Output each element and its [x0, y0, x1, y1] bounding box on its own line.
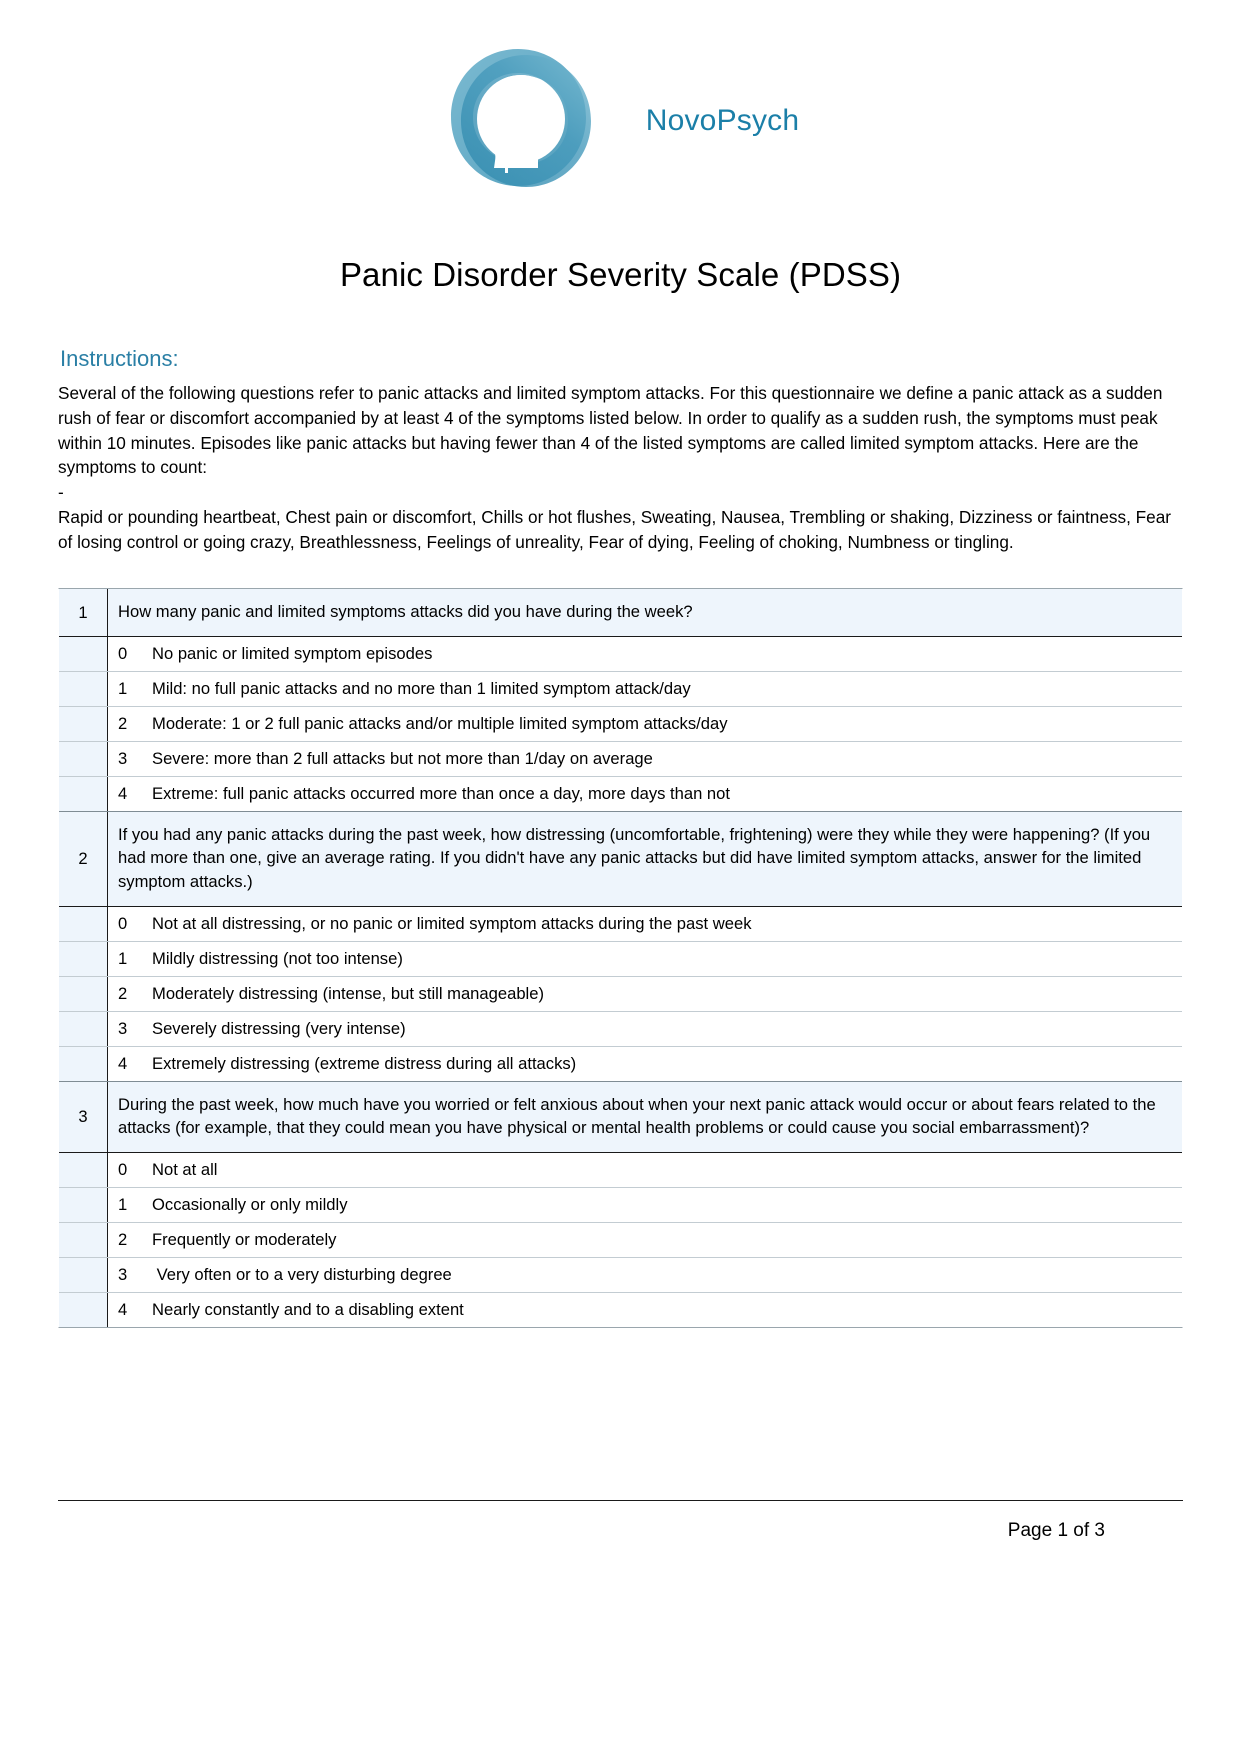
option-value: 1 — [118, 948, 128, 968]
option-body — [107, 742, 1182, 776]
option-body — [107, 1012, 1182, 1046]
option-label: Severe: more than 2 full attacks but not more than 1/day on average — [152, 748, 653, 768]
option-row[interactable] — [59, 1293, 1182, 1327]
option-spacer — [59, 1153, 107, 1187]
option-body — [107, 907, 1182, 941]
page-number: Page 1 of 3 — [1007, 1520, 1105, 1541]
option-value: 1 — [118, 1194, 128, 1214]
option-label: Severely distressing (very intense) — [152, 1018, 406, 1038]
option-body — [107, 672, 1182, 706]
option-row[interactable] — [59, 1223, 1182, 1258]
option-spacer — [59, 907, 107, 941]
option-body — [107, 1223, 1182, 1257]
question-number: 1 — [78, 602, 88, 622]
option-body — [107, 707, 1182, 741]
option-value: 1 — [118, 678, 128, 698]
option-row[interactable] — [59, 707, 1182, 742]
option-label: No panic or limited symptom episodes — [152, 643, 433, 663]
option-value: 4 — [118, 783, 128, 803]
option-label: Mildly distressing (not too intense) — [152, 948, 403, 968]
novopsych-logo-icon — [442, 42, 594, 194]
question-header-row — [59, 589, 1182, 637]
questionnaire-table — [58, 588, 1183, 1327]
instructions-heading: Instructions: — [60, 346, 179, 371]
option-label: Moderate: 1 or 2 full panic attacks and/or multiple limited symptom attacks/day — [152, 713, 728, 733]
option-spacer — [59, 742, 107, 776]
option-value: 2 — [118, 983, 128, 1003]
option-row[interactable] — [59, 1153, 1182, 1188]
option-body — [107, 942, 1182, 976]
option-body — [107, 977, 1182, 1011]
option-label: Nearly constantly and to a disabling extent — [152, 1299, 464, 1319]
option-row[interactable] — [59, 1047, 1182, 1081]
option-body — [107, 1293, 1182, 1327]
option-spacer — [59, 1258, 107, 1292]
option-label: Moderately distressing (intense, but still manageable) — [152, 983, 544, 1003]
option-value: 0 — [118, 1159, 128, 1179]
page-header — [0, 0, 1241, 194]
question-text: If you had any panic attacks during the past week, how distressing (uncomfortable, frightening) were they while they were happening? (If you had more than one, give an average rating. If you didn't have any panic attacks but did have limited symptom attacks, answer for the limited symptom attacks.) — [107, 812, 1182, 906]
option-label: Occasionally or only mildly — [152, 1194, 348, 1214]
question-block-2 — [59, 811, 1182, 1081]
instructions-dash: - — [58, 482, 64, 503]
option-label: Mild: no full panic attacks and no more than 1 limited symptom attack/day — [152, 678, 691, 698]
option-row[interactable] — [59, 1188, 1182, 1223]
option-row[interactable] — [59, 942, 1182, 977]
question-text: During the past week, how much have you worried or felt anxious about when your next panic attack would occur or about fears related to the attacks (for example, that they could mean you have physical or mental health problems or could cause you social embarrassment)? — [107, 1082, 1182, 1152]
question-number: 2 — [78, 848, 88, 868]
option-body — [107, 1047, 1182, 1081]
option-value: 4 — [118, 1299, 128, 1319]
option-row[interactable] — [59, 1012, 1182, 1047]
option-value: 3 — [118, 1264, 128, 1284]
symptoms-list-text: Rapid or pounding heartbeat, Chest pain or discomfort, Chills or hot flushes, Sweating, Nausea, Trembling or shaking, Dizziness or faintness, Fear of losing control or going crazy, Breathlessness, Feelings of unreality, Fear of dying, Feeling of choking, Numbness or tingling. — [58, 506, 1171, 552]
option-body — [107, 1188, 1182, 1222]
option-value: 2 — [118, 713, 128, 733]
option-label: Not at all distressing, or no panic or limited symptom attacks during the past week — [152, 913, 752, 933]
question-number: 3 — [78, 1106, 88, 1126]
option-row[interactable] — [59, 907, 1182, 942]
option-spacer — [59, 777, 107, 811]
option-body — [107, 1258, 1182, 1292]
option-spacer — [59, 1293, 107, 1327]
option-row[interactable] — [59, 977, 1182, 1012]
option-value: 2 — [118, 1229, 128, 1249]
option-label: Frequently or moderately — [152, 1229, 337, 1249]
page-title: Panic Disorder Severity Scale (PDSS) — [339, 256, 902, 293]
option-body — [107, 637, 1182, 671]
option-row[interactable] — [59, 1258, 1182, 1293]
option-value: 3 — [118, 748, 128, 768]
instructions-section — [0, 346, 1241, 554]
option-row[interactable] — [59, 777, 1182, 811]
option-value: 3 — [118, 1018, 128, 1038]
option-row[interactable] — [59, 742, 1182, 777]
question-block-1 — [59, 589, 1182, 811]
page-footer — [58, 1500, 1183, 1542]
option-value: 0 — [118, 643, 128, 663]
question-text: How many panic and limited symptoms attacks did you have during the week? — [107, 589, 1182, 636]
option-row[interactable] — [59, 672, 1182, 707]
option-spacer — [59, 707, 107, 741]
option-spacer — [59, 1047, 107, 1081]
option-label: Very often or to a very disturbing degree — [152, 1264, 452, 1284]
option-spacer — [59, 637, 107, 671]
brand-name: NovoPsych — [645, 104, 800, 137]
question-header-row — [59, 811, 1182, 907]
option-value: 0 — [118, 913, 128, 933]
option-row[interactable] — [59, 637, 1182, 672]
option-body — [107, 777, 1182, 811]
option-label: Not at all — [152, 1159, 218, 1179]
question-header-row — [59, 1081, 1182, 1153]
option-body — [107, 1153, 1182, 1187]
option-label: Extreme: full panic attacks occurred more than once a day, more days than not — [152, 783, 731, 803]
instructions-body: Several of the following questions refer to panic attacks and limited symptom attacks. For this questionnaire we define a panic attack as a sudden rush of fear or discomfort accompanied by at least 4 of the symptoms listed below. In order to qualify as a sudden rush, the symptoms must peak within 10 minutes. Episodes like panic attacks but having fewer than 4 of the listed symptoms are called limited symptom attacks. Here are the symptoms to count: — [58, 383, 1163, 478]
option-spacer — [59, 1223, 107, 1257]
option-spacer — [59, 1188, 107, 1222]
option-spacer — [59, 672, 107, 706]
option-spacer — [59, 1012, 107, 1046]
option-value: 4 — [118, 1053, 128, 1073]
option-spacer — [59, 977, 107, 1011]
option-label: Extremely distressing (extreme distress during all attacks) — [152, 1053, 577, 1073]
option-spacer — [59, 942, 107, 976]
question-block-3 — [59, 1081, 1182, 1327]
